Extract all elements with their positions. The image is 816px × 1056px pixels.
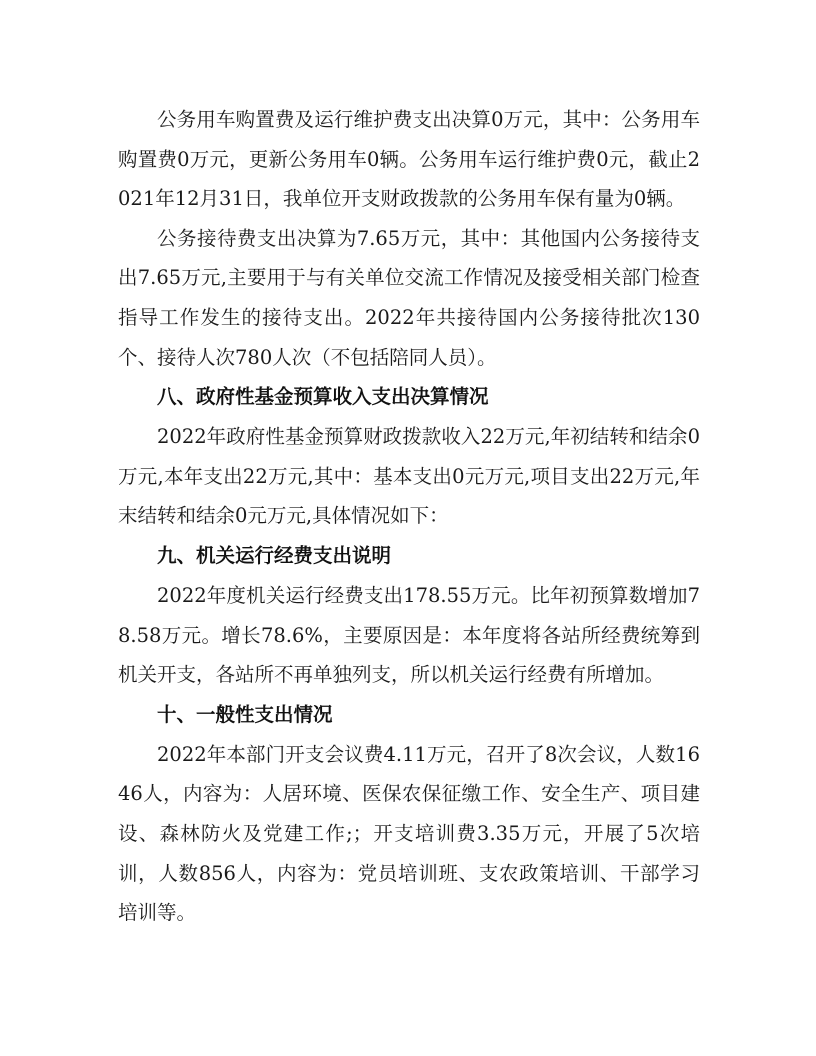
heading-section-10: 十、一般性支出情况 xyxy=(157,702,333,726)
paragraph-government-fund: 2022年政府性基金预算财政拨款收入22万元,年初结转和结余0万元,本年支出22万元,其中：基本支出0元万元,项目支出22万元,年末结转和结余0元万元,具体情况如下： xyxy=(118,425,700,528)
document-body xyxy=(118,100,700,933)
heading-section-8: 八、政府性基金预算收入支出决算情况 xyxy=(157,385,489,409)
paragraph-operating-expenses: 2022年度机关运行经费支出178.55万元。比年初预算数增加78.58万元。增长78.6%，主要原因是：本年度将各站所经费统筹到机关开支，各站所不再单独列支，所以机关运行经费有所增加。 xyxy=(118,583,700,687)
paragraph-reception-expenses: 公务接待费支出决算为7.65万元，其中：其他国内公务接待支出7.65万元,主要用于与有关单位交流工作情况及接受相关部门检查指导工作发生的接待支出。2022年共接待国内公务接待批次130个、接待人次780人次（不包括陪同人员）。 xyxy=(118,226,700,369)
heading-section-9: 九、机关运行经费支出说明 xyxy=(157,543,392,567)
paragraph-general-expenses: 2022年本部门开支会议费4.11万元，召开了8次会议，人数1646人，内容为：人居环境、医保农保征缴工作、安全生产、项目建设、森林防火及党建工作;；开支培训费3.35万元，开展了5次培训，人数856人，内容为：党员培训班、支农政策培训、干部学习培训等。 xyxy=(118,742,700,925)
paragraph-vehicle-expenses: 公务用车购置费及运行维护费支出决算0万元，其中：公务用车购置费0万元，更新公务用车0辆。公务用车运行维护费0元，截止2021年12月31日，我单位开支财政拨款的公务用车保有量为0辆。 xyxy=(118,108,700,211)
